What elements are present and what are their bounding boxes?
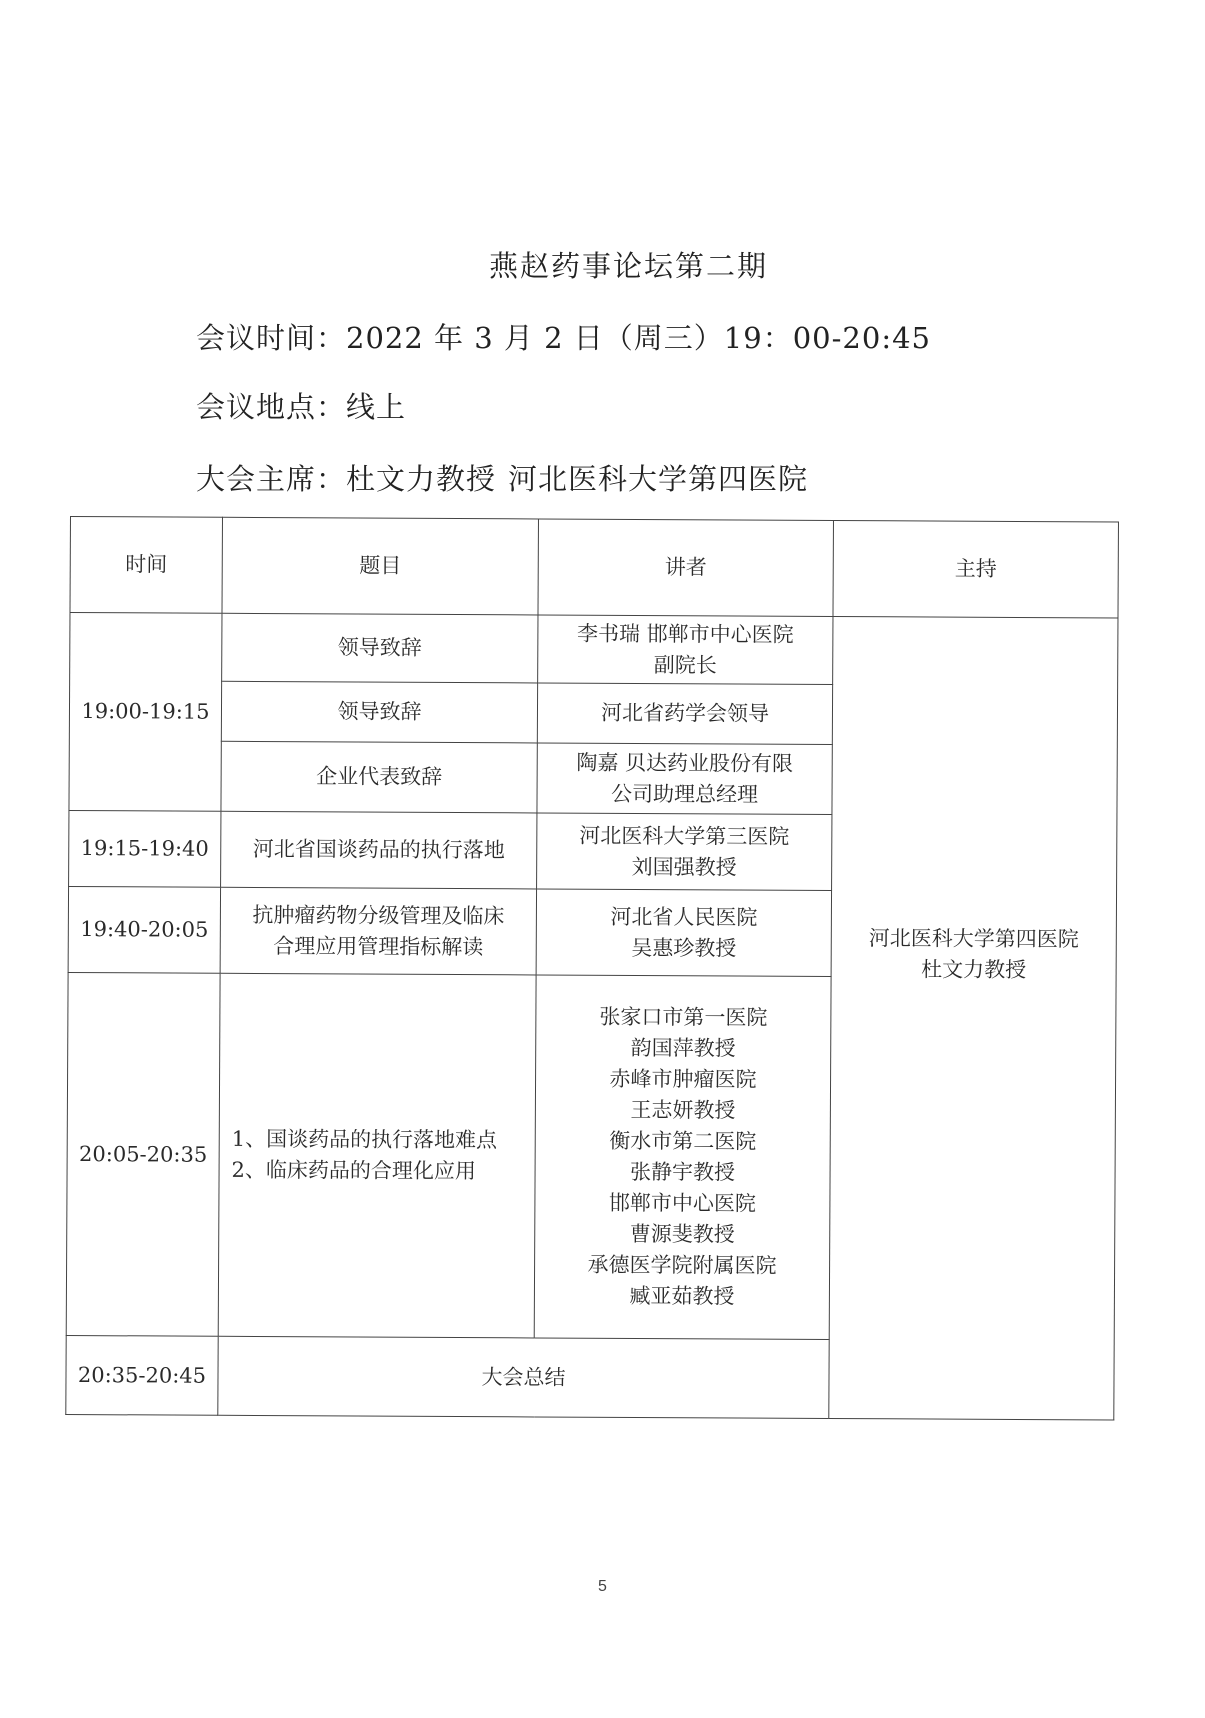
speaker-line: 李书瑞 邯郸市中心医院: [576, 621, 794, 647]
meeting-time: [196, 316, 931, 357]
topic-line: 合理应用管理指标解读: [273, 933, 484, 959]
speaker-line: 承德医学院附属医院: [587, 1252, 777, 1278]
topic-line: 1、国谈药品的执行落地难点: [231, 1126, 498, 1153]
speaker-line: 河北省药学会领导: [600, 700, 770, 726]
speaker-line: 邯郸市中心医院: [608, 1190, 756, 1216]
topic-cell: 大会总结: [218, 1336, 829, 1418]
host-cell: [829, 616, 1118, 1419]
topic-cell: 企业代表致辞: [221, 741, 537, 813]
topic-cell: [218, 973, 536, 1338]
host-line: 杜文力教授: [921, 956, 1027, 982]
meeting-chair-name: 杜文力教授: [346, 462, 497, 496]
meeting-place-label: 会议地点：: [196, 390, 347, 424]
page-number: 5: [598, 1578, 607, 1595]
speaker-line: 河北省人民医院: [610, 904, 758, 930]
header-host: 主持: [833, 520, 1118, 617]
speaker-line: 副院长: [653, 652, 717, 677]
speaker-cell: [536, 889, 831, 977]
schedule-table: [65, 516, 1119, 1420]
topic-cell: [220, 887, 536, 975]
speaker-cell: [537, 683, 832, 745]
meeting-time-label: 会议时间：: [196, 321, 347, 355]
topic-line: 2、临床药品的合理化应用: [231, 1157, 477, 1184]
speaker-cell: [538, 615, 833, 685]
table-row: [70, 613, 1118, 686]
speaker-line: 河北医科大学第三医院: [579, 823, 790, 849]
speaker-line: 张家口市第一医院: [599, 1004, 768, 1030]
speaker-cell: [537, 743, 832, 815]
topic-line: 抗肿瘤药物分级管理及临床: [252, 902, 505, 928]
speaker-line: 臧亚茹教授: [629, 1283, 735, 1309]
meeting-chair: [196, 457, 808, 498]
time-cell: 19:15-19:40: [69, 810, 221, 887]
speaker-line: 韵国萍教授: [630, 1035, 736, 1061]
speaker-line: 王志妍教授: [630, 1097, 736, 1123]
speaker-line: 陶嘉 贝达药业股份有限: [576, 750, 794, 776]
speaker-line: 公司助理总经理: [610, 781, 759, 807]
speaker-line: 曹源斐教授: [629, 1221, 735, 1247]
time-cell: 19:40-20:05: [68, 886, 220, 973]
document-title: 燕赵药事论坛第二期: [488, 249, 768, 283]
table-header-row: [70, 517, 1118, 618]
speaker-line: 刘国强教授: [631, 854, 737, 879]
speaker-cell: [534, 975, 831, 1340]
speaker-cell: [537, 813, 832, 891]
header-time: 时间: [70, 517, 223, 614]
meeting-chair-label: 大会主席：: [196, 462, 347, 496]
speaker-line: 吴惠珍教授: [631, 935, 737, 960]
time-cell: 20:35-20:45: [66, 1335, 218, 1415]
speaker-line: 赤峰市肿瘤医院: [609, 1066, 757, 1092]
host-line: 河北医科大学第四医院: [868, 925, 1079, 951]
speaker-line: 张静宇教授: [630, 1159, 736, 1185]
meeting-place: [196, 385, 406, 426]
header-topic: 题目: [222, 517, 538, 615]
meeting-place-value: 线上: [346, 390, 407, 424]
header-speaker: 讲者: [538, 519, 833, 617]
speaker-line: 衡水市第二医院: [609, 1128, 757, 1154]
meeting-chair-org: 河北医科大学第四医院: [508, 462, 809, 496]
topic-cell: 领导致辞: [221, 681, 537, 743]
meeting-time-value: 2022 年 3 月 2 日（周三）19：00-20:45: [346, 321, 931, 355]
time-cell: 20:05-20:35: [66, 972, 220, 1336]
time-cell: 19:00-19:15: [69, 613, 222, 812]
topic-cell: 河北省国谈药品的执行落地: [221, 811, 537, 889]
topic-cell: 领导致辞: [222, 613, 538, 683]
